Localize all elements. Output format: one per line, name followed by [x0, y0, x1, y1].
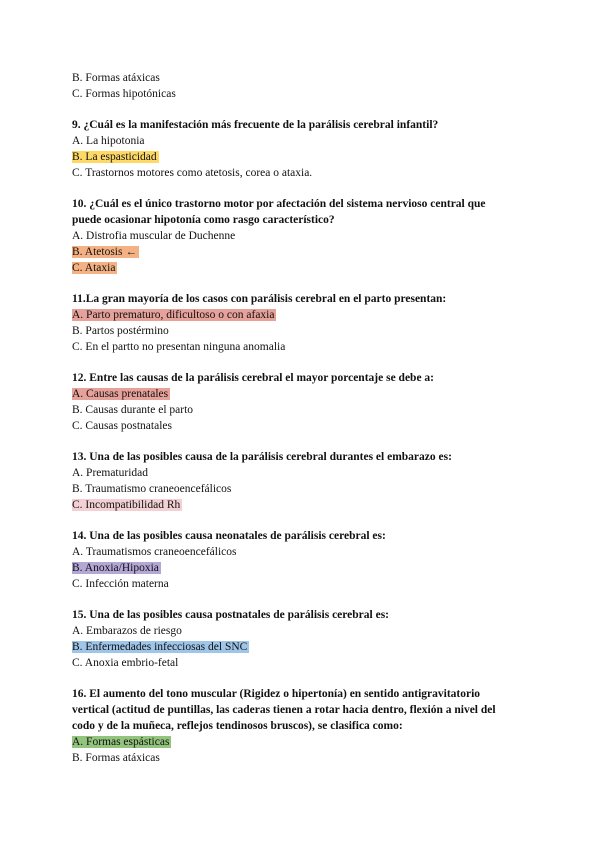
question-text-line1: 10. ¿Cuál es el único trastorno motor por afectación del sistema nervioso central que: [72, 198, 486, 210]
option-b: B. Partos postérmino: [72, 325, 169, 337]
question-text: 14. Una de las posibles causa neonatales de parálisis cerebral es:: [72, 530, 386, 542]
option-c-highlighted: C. Incompatibilidad Rh: [72, 499, 181, 511]
option-b-highlighted: B. Enfermedades infecciosas del SNC: [72, 641, 248, 653]
option-b: B. Formas atáxicas: [72, 752, 160, 764]
question-text: 11.La gran mayoría de los casos con parálisis cerebral en el parto presentan:: [72, 293, 447, 305]
question-block-10: [72, 196, 532, 276]
option-b: B. Formas atáxicas: [72, 72, 160, 84]
question-text: 13. Una de las posibles causa de la parálisis cerebral durantes el embarazo es:: [72, 451, 452, 463]
option-a: A. Distrofia muscular de Duchenne: [72, 230, 236, 242]
option-c: C. Formas hipotónicas: [72, 88, 176, 100]
question-block-11: [72, 291, 532, 355]
question-block-14: [72, 528, 532, 592]
option-c-highlighted: C. Ataxia: [72, 262, 116, 274]
option-c: C. Anoxia embrio-fetal: [72, 657, 179, 669]
question-text-line2: vertical (actitud de puntillas, las caderas tienen a rotar hacia dentro, flexión a nivel del: [72, 704, 496, 716]
document-page: [72, 70, 532, 766]
option-a-highlighted: A. Causas prenatales: [72, 388, 169, 400]
option-b: B. Causas durante el parto: [72, 404, 194, 416]
question-text: 15. Una de las posibles causa postnatales de parálisis cerebral es:: [72, 609, 390, 621]
question-text: 9. ¿Cuál es la manifestación más frecuente de la parálisis cerebral infantil?: [72, 119, 439, 131]
question-block-12: [72, 370, 532, 434]
question-block-13: [72, 449, 532, 513]
question-text-line3: codo y de la muñeca, reflejos tendinosos bruscos), se clasifica como:: [72, 720, 403, 732]
question-block-15: [72, 607, 532, 671]
question-text: 12. Entre las causas de la parálisis cerebral el mayor porcentaje se debe a:: [72, 372, 434, 384]
option-c: C. En el partto no presentan ninguna anomalia: [72, 341, 286, 353]
option-a: A. Embarazos de riesgo: [72, 625, 182, 637]
option-b-highlighted: B. Anoxia/Hipoxia: [72, 562, 159, 574]
option-a: A. La hipotonia: [72, 135, 145, 147]
option-c: C. Trastornos motores como atetosis, corea o ataxia.: [72, 167, 313, 179]
question-text-line1: 16. El aumento del tono muscular (Rigidez o hipertonía) en sentido antigravitatorio: [72, 688, 481, 700]
option-b-highlighted: B. Atetosis ←: [72, 246, 137, 258]
option-a: A. Prematuridad: [72, 467, 149, 479]
option-a: A. Traumatismos craneoencefálicos: [72, 546, 237, 558]
question-block-16: [72, 686, 532, 766]
question-block-prev: [72, 70, 532, 102]
option-b-highlighted: B. La espasticidad: [72, 151, 157, 163]
question-block-9: [72, 117, 532, 181]
option-c: C. Infección materna: [72, 578, 169, 590]
option-b: B. Traumatismo craneoencefálicos: [72, 483, 232, 495]
option-a-highlighted: A. Formas espásticas: [72, 736, 170, 748]
option-c: C. Causas postnatales: [72, 420, 172, 432]
question-text-line2: puede ocasionar hipotonía como rasgo característico?: [72, 214, 335, 226]
option-a-highlighted: A. Parto prematuro, dificultoso o con afaxia: [72, 309, 275, 321]
